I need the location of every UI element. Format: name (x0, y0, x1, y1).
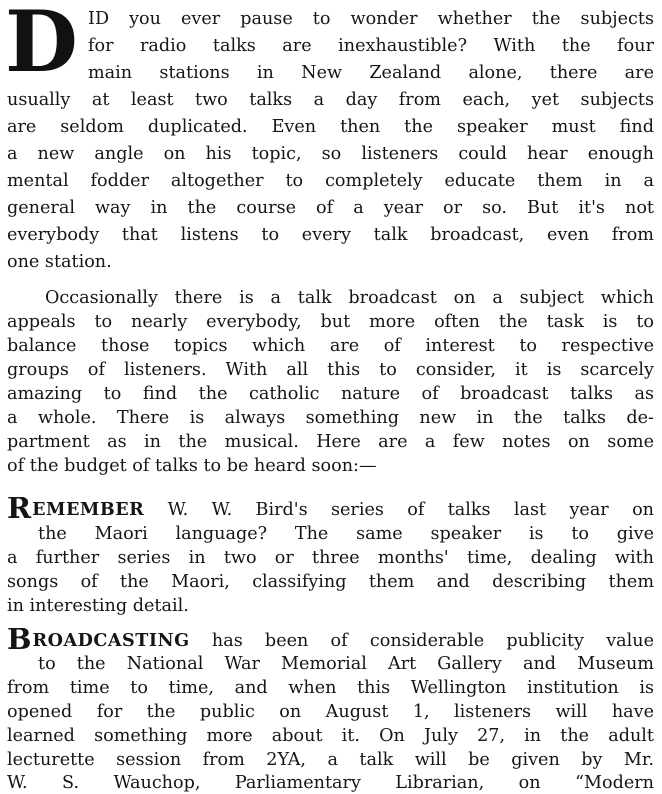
text-line: in interesting detail. (7, 596, 189, 616)
text-line: main stations in New Zealand alone, there are (88, 63, 654, 83)
lead-caps: EMEMBER (32, 499, 145, 519)
text-line: partment as in the musical. Here are a few notes on some (7, 432, 654, 452)
text-line: appeals to nearly everybody, but more often the task is to (7, 312, 654, 332)
text-line: lecturette session from 2YA, a talk will be given by Mr. (7, 750, 654, 770)
text-line: usually at least two talks a day from each, yet subjects (7, 90, 654, 110)
lead-rest: has been of considerable publicity value (189, 631, 654, 650)
lead-caps: ROADCASTING (32, 630, 190, 650)
text-line: a further series in two or three months' time, dealing with (7, 548, 654, 568)
initial-cap: B (7, 628, 32, 650)
text-line: from time to time, and when this Wellington institution is (7, 678, 654, 698)
text-line: ID you ever pause to wonder whether the subjects (88, 9, 654, 29)
text-line: opened for the public on August 1, listeners will have (7, 702, 654, 722)
text-line: W. S. Wauchop, Parliamentary Librarian, on “Modern (7, 773, 654, 793)
initial-cap: R (7, 497, 32, 519)
text-line: groups of listeners. With all this to consider, it is scarcely (7, 360, 654, 380)
text-line: a new angle on his topic, so listeners could hear enough (7, 144, 654, 164)
text-line: general way in the course of a year or so. But it's not (7, 198, 654, 218)
text-line: a whole. There is always something new in the talks de- (7, 408, 654, 428)
text-line: of the budget of talks to be heard soon:— (7, 456, 377, 476)
text-line: are seldom duplicated. Even then the speaker must find (7, 117, 654, 137)
text-line: the Maori language? The same speaker is to give (38, 524, 654, 544)
text-line: for radio talks are inexhaustible? With the four (88, 36, 654, 56)
lead-rest: W. W. Bird's series of talks last year on (144, 500, 654, 519)
text-line: Occasionally there is a talk broadcast on a subject which (45, 288, 654, 308)
section-lead-line (7, 497, 654, 519)
text-line: learned something more about it. On July 27, in the adult (7, 726, 654, 746)
text-line: balance those topics which are of interest to respective (7, 336, 654, 356)
text-line: mental fodder altogether to completely educate them in a (7, 171, 654, 191)
text-line: to the National War Memorial Art Gallery and Museum (38, 654, 654, 674)
drop-cap: D (5, 0, 78, 91)
text-line: one station. (7, 252, 112, 272)
text-line: everybody that listens to every talk broadcast, even from (7, 225, 654, 245)
text-line: songs of the Maori, classifying them and describing them (7, 572, 654, 592)
section-lead-line (7, 628, 654, 650)
text-line: amazing to find the catholic nature of broadcast talks as (7, 384, 654, 404)
